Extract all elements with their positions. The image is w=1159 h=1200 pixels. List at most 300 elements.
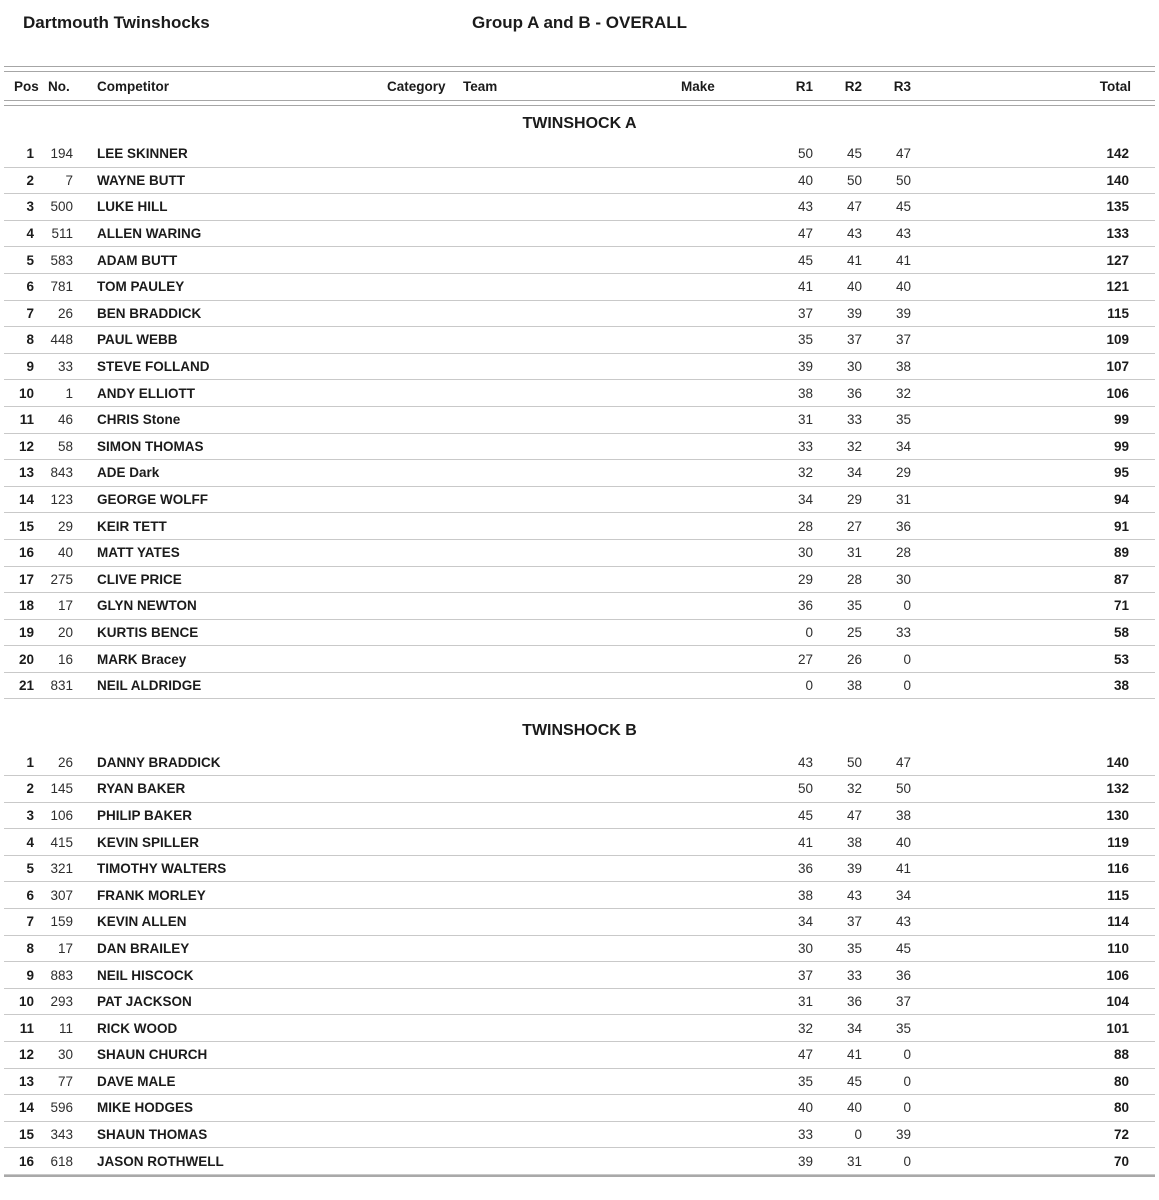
position-cell: 13 bbox=[18, 465, 34, 481]
position-cell: 12 bbox=[18, 438, 34, 454]
page-title: Group A and B - OVERALL bbox=[471, 13, 687, 32]
rider-number-cell: 77 bbox=[57, 1073, 73, 1089]
round1-score-cell: 47 bbox=[797, 226, 813, 242]
competitor-name-cell: NEIL HISCOCK bbox=[97, 967, 194, 983]
competitor-name-cell: PAT JACKSON bbox=[97, 994, 192, 1010]
column-header-no: No. bbox=[48, 78, 70, 94]
position-cell: 10 bbox=[18, 385, 34, 401]
round1-score-cell: 33 bbox=[797, 438, 813, 454]
round1-score-cell: 35 bbox=[797, 332, 813, 348]
position-cell: 10 bbox=[18, 994, 34, 1010]
round2-score-cell: 35 bbox=[846, 598, 862, 614]
total-score-cell: 38 bbox=[1113, 678, 1129, 694]
table-row bbox=[4, 856, 1155, 883]
table-row bbox=[4, 909, 1155, 936]
column-header-category: Category bbox=[387, 78, 446, 94]
round1-score-cell: 35 bbox=[797, 1073, 813, 1089]
rider-number-cell: 40 bbox=[57, 545, 73, 561]
position-cell: 14 bbox=[18, 492, 34, 508]
competitor-name-cell: LUKE HILL bbox=[97, 199, 168, 215]
rider-number-cell: 415 bbox=[50, 834, 73, 850]
total-score-cell: 80 bbox=[1113, 1073, 1129, 1089]
competitor-name-cell: PAUL WEBB bbox=[97, 332, 178, 348]
rider-number-cell: 831 bbox=[50, 678, 73, 694]
table-row bbox=[4, 434, 1155, 461]
position-cell: 1 bbox=[26, 754, 34, 770]
rider-number-cell: 159 bbox=[50, 914, 73, 930]
round3-score-cell: 28 bbox=[895, 545, 911, 561]
competitor-name-cell: KEVIN ALLEN bbox=[97, 914, 187, 930]
competitor-name-cell: ANDY ELLIOTT bbox=[97, 385, 196, 401]
position-cell: 3 bbox=[26, 199, 34, 215]
table-row bbox=[4, 1042, 1155, 1069]
total-score-cell: 130 bbox=[1106, 807, 1129, 823]
rider-number-cell: 275 bbox=[50, 571, 73, 587]
position-cell: 15 bbox=[18, 518, 34, 534]
competitor-name-cell: SHAUN CHURCH bbox=[97, 1047, 208, 1063]
table-row bbox=[4, 936, 1155, 963]
position-cell: 16 bbox=[18, 1153, 34, 1169]
round2-score-cell: 40 bbox=[846, 1100, 862, 1116]
rider-number-cell: 7 bbox=[65, 172, 73, 188]
table-row bbox=[4, 487, 1155, 514]
round1-score-cell: 0 bbox=[805, 678, 813, 694]
rider-number-cell: 511 bbox=[51, 226, 73, 242]
rider-number-cell: 343 bbox=[50, 1127, 73, 1143]
title-bar bbox=[4, 0, 1155, 66]
rider-number-cell: 58 bbox=[57, 438, 73, 454]
round3-score-cell: 39 bbox=[895, 305, 911, 321]
round1-score-cell: 39 bbox=[797, 359, 813, 375]
rider-number-cell: 46 bbox=[57, 412, 73, 428]
table-row bbox=[4, 513, 1155, 540]
total-score-cell: 91 bbox=[1113, 518, 1129, 534]
round3-score-cell: 34 bbox=[895, 438, 911, 454]
position-cell: 9 bbox=[26, 967, 34, 983]
round3-score-cell: 47 bbox=[895, 146, 911, 162]
round1-score-cell: 43 bbox=[797, 754, 813, 770]
total-score-cell: 95 bbox=[1113, 465, 1129, 481]
position-cell: 9 bbox=[26, 359, 34, 375]
table-row bbox=[4, 749, 1155, 776]
total-score-cell: 121 bbox=[1106, 279, 1129, 295]
table-row bbox=[4, 882, 1155, 909]
round2-score-cell: 32 bbox=[846, 438, 862, 454]
rider-number-cell: 1 bbox=[65, 385, 73, 401]
round3-score-cell: 41 bbox=[895, 861, 911, 877]
total-score-cell: 58 bbox=[1113, 624, 1129, 640]
competitor-name-cell: GLYN NEWTON bbox=[97, 598, 197, 614]
round2-score-cell: 28 bbox=[846, 571, 862, 587]
competitor-name-cell: KURTIS BENCE bbox=[97, 624, 199, 640]
competitor-name-cell: KEIR TETT bbox=[97, 518, 167, 534]
round1-score-cell: 37 bbox=[797, 305, 813, 321]
table-row bbox=[4, 460, 1155, 487]
round2-score-cell: 47 bbox=[846, 807, 862, 823]
round2-score-cell: 32 bbox=[846, 781, 862, 797]
total-score-cell: 116 bbox=[1107, 861, 1129, 877]
table-row bbox=[4, 776, 1155, 803]
position-cell: 5 bbox=[26, 252, 34, 268]
round3-score-cell: 0 bbox=[903, 1100, 911, 1116]
round3-score-cell: 36 bbox=[895, 967, 911, 983]
rider-number-cell: 194 bbox=[50, 146, 73, 162]
column-header-competitor: Competitor bbox=[97, 78, 169, 94]
column-header-total: Total bbox=[1099, 78, 1131, 94]
total-score-cell: 87 bbox=[1113, 571, 1129, 587]
round3-score-cell: 45 bbox=[895, 199, 911, 215]
rider-number-cell: 618 bbox=[50, 1153, 73, 1169]
round2-score-cell: 25 bbox=[846, 624, 862, 640]
table-row bbox=[4, 1148, 1155, 1175]
round2-score-cell: 43 bbox=[846, 887, 862, 903]
round3-score-cell: 40 bbox=[895, 834, 911, 850]
position-cell: 2 bbox=[26, 172, 34, 188]
position-cell: 18 bbox=[18, 598, 34, 614]
column-header-r3: R3 bbox=[893, 78, 911, 94]
round2-score-cell: 31 bbox=[846, 545, 862, 561]
round2-score-cell: 37 bbox=[846, 914, 862, 930]
total-score-cell: 140 bbox=[1106, 754, 1129, 770]
round3-score-cell: 0 bbox=[903, 1153, 911, 1169]
position-cell: 21 bbox=[18, 678, 34, 694]
round1-score-cell: 45 bbox=[797, 252, 813, 268]
competitor-name-cell: TIMOTHY WALTERS bbox=[97, 861, 227, 877]
position-cell: 6 bbox=[26, 887, 34, 903]
round1-score-cell: 36 bbox=[797, 861, 813, 877]
table-row bbox=[4, 567, 1155, 594]
round2-score-cell: 39 bbox=[846, 305, 862, 321]
column-header-r2: R2 bbox=[844, 78, 862, 94]
round2-score-cell: 34 bbox=[846, 465, 862, 481]
round3-score-cell: 50 bbox=[895, 781, 911, 797]
round1-score-cell: 32 bbox=[797, 1020, 813, 1036]
round2-score-cell: 40 bbox=[846, 279, 862, 295]
total-score-cell: 101 bbox=[1106, 1020, 1129, 1036]
section-title: TWINSHOCK A bbox=[522, 115, 637, 132]
round3-score-cell: 35 bbox=[895, 1020, 911, 1036]
competitor-name-cell: ADAM BUTT bbox=[97, 252, 178, 268]
round3-score-cell: 31 bbox=[895, 492, 911, 508]
table-row bbox=[4, 327, 1155, 354]
round2-score-cell: 35 bbox=[846, 940, 862, 956]
competitor-name-cell: RICK WOOD bbox=[97, 1020, 178, 1036]
round1-score-cell: 38 bbox=[797, 887, 813, 903]
table-row bbox=[4, 620, 1155, 647]
round3-score-cell: 29 bbox=[895, 465, 911, 481]
competitor-name-cell: WAYNE BUTT bbox=[97, 172, 186, 188]
table-row bbox=[4, 803, 1155, 830]
position-cell: 11 bbox=[19, 1020, 34, 1036]
total-score-cell: 135 bbox=[1106, 199, 1129, 215]
rider-number-cell: 321 bbox=[50, 861, 73, 877]
total-score-cell: 70 bbox=[1113, 1153, 1129, 1169]
round1-score-cell: 31 bbox=[797, 994, 813, 1010]
total-score-cell: 132 bbox=[1106, 781, 1129, 797]
round2-score-cell: 0 bbox=[854, 1127, 862, 1143]
results-body bbox=[4, 106, 1155, 1175]
total-score-cell: 80 bbox=[1113, 1100, 1129, 1116]
table-row bbox=[4, 354, 1155, 381]
round3-score-cell: 0 bbox=[903, 651, 911, 667]
table-row bbox=[4, 829, 1155, 856]
round1-score-cell: 40 bbox=[797, 172, 813, 188]
round2-score-cell: 29 bbox=[846, 492, 862, 508]
rider-number-cell: 448 bbox=[50, 332, 73, 348]
competitor-name-cell: MARK Bracey bbox=[97, 651, 187, 667]
round3-score-cell: 32 bbox=[895, 385, 911, 401]
table-row bbox=[4, 274, 1155, 301]
round2-score-cell: 47 bbox=[846, 199, 862, 215]
round1-score-cell: 34 bbox=[797, 492, 813, 508]
round3-score-cell: 0 bbox=[903, 678, 911, 694]
round2-score-cell: 38 bbox=[846, 678, 862, 694]
round2-score-cell: 36 bbox=[846, 994, 862, 1010]
round2-score-cell: 50 bbox=[846, 172, 862, 188]
table-row bbox=[4, 593, 1155, 620]
round2-score-cell: 30 bbox=[846, 359, 862, 375]
total-score-cell: 99 bbox=[1113, 438, 1129, 454]
position-cell: 20 bbox=[18, 651, 34, 667]
round1-score-cell: 37 bbox=[797, 967, 813, 983]
competitor-name-cell: DANNY BRADDICK bbox=[97, 754, 221, 770]
total-score-cell: 115 bbox=[1107, 887, 1129, 903]
round3-score-cell: 30 bbox=[895, 571, 911, 587]
total-score-cell: 107 bbox=[1106, 359, 1129, 375]
rider-number-cell: 20 bbox=[57, 624, 73, 640]
round3-score-cell: 43 bbox=[895, 914, 911, 930]
round1-score-cell: 32 bbox=[797, 465, 813, 481]
round1-score-cell: 0 bbox=[805, 624, 813, 640]
competitor-name-cell: DAVE MALE bbox=[97, 1073, 176, 1089]
total-score-cell: 106 bbox=[1106, 967, 1129, 983]
total-score-cell: 104 bbox=[1106, 994, 1129, 1010]
total-score-cell: 53 bbox=[1113, 651, 1129, 667]
competitor-name-cell: TOM PAULEY bbox=[97, 279, 185, 295]
rider-number-cell: 500 bbox=[50, 199, 73, 215]
rider-number-cell: 26 bbox=[57, 305, 73, 321]
column-header-pos: Pos bbox=[14, 78, 39, 94]
position-cell: 14 bbox=[18, 1100, 34, 1116]
rider-number-cell: 33 bbox=[57, 359, 73, 375]
round1-score-cell: 34 bbox=[797, 914, 813, 930]
total-score-cell: 114 bbox=[1107, 914, 1129, 930]
competitor-name-cell: LEE SKINNER bbox=[97, 146, 188, 162]
round3-score-cell: 45 bbox=[895, 940, 911, 956]
table-header-row bbox=[4, 72, 1155, 100]
position-cell: 4 bbox=[26, 834, 34, 850]
table-bottom-rule bbox=[4, 1175, 1155, 1177]
competitor-name-cell: JASON ROTHWELL bbox=[97, 1153, 224, 1169]
round3-score-cell: 0 bbox=[903, 598, 911, 614]
competitor-name-cell: MIKE HODGES bbox=[97, 1100, 194, 1116]
table-row bbox=[4, 380, 1155, 407]
round1-score-cell: 41 bbox=[797, 834, 813, 850]
competitor-name-cell: FRANK MORLEY bbox=[97, 887, 206, 903]
round1-score-cell: 43 bbox=[797, 199, 813, 215]
competitor-name-cell: RYAN BAKER bbox=[97, 781, 186, 797]
round1-score-cell: 39 bbox=[797, 1153, 813, 1169]
round1-score-cell: 45 bbox=[797, 807, 813, 823]
position-cell: 6 bbox=[26, 279, 34, 295]
competitor-name-cell: STEVE FOLLAND bbox=[97, 359, 210, 375]
position-cell: 8 bbox=[26, 940, 34, 956]
table-row bbox=[4, 646, 1155, 673]
table-row bbox=[4, 194, 1155, 221]
competitor-name-cell: ADE Dark bbox=[97, 465, 160, 481]
position-cell: 16 bbox=[18, 545, 34, 561]
round2-score-cell: 45 bbox=[846, 1073, 862, 1089]
total-score-cell: 127 bbox=[1106, 252, 1129, 268]
round3-score-cell: 40 bbox=[895, 279, 911, 295]
table-row bbox=[4, 1069, 1155, 1096]
total-score-cell: 88 bbox=[1113, 1047, 1129, 1063]
position-cell: 15 bbox=[18, 1127, 34, 1143]
competitor-name-cell: PHILIP BAKER bbox=[97, 807, 193, 823]
position-cell: 17 bbox=[18, 571, 34, 587]
table-row bbox=[4, 407, 1155, 434]
position-cell: 4 bbox=[26, 226, 34, 242]
round1-score-cell: 38 bbox=[797, 385, 813, 401]
position-cell: 13 bbox=[18, 1073, 34, 1089]
round2-score-cell: 33 bbox=[846, 967, 862, 983]
rider-number-cell: 843 bbox=[50, 465, 73, 481]
round1-score-cell: 29 bbox=[797, 571, 813, 587]
round1-score-cell: 33 bbox=[797, 1127, 813, 1143]
round1-score-cell: 40 bbox=[797, 1100, 813, 1116]
position-cell: 5 bbox=[26, 861, 34, 877]
round2-score-cell: 37 bbox=[846, 332, 862, 348]
round1-score-cell: 28 bbox=[797, 518, 813, 534]
round2-score-cell: 39 bbox=[846, 861, 862, 877]
total-score-cell: 71 bbox=[1113, 598, 1129, 614]
table-row bbox=[4, 1095, 1155, 1122]
round3-score-cell: 39 bbox=[895, 1127, 911, 1143]
total-score-cell: 119 bbox=[1107, 834, 1129, 850]
table-row bbox=[4, 673, 1155, 700]
round1-score-cell: 50 bbox=[797, 146, 813, 162]
round3-score-cell: 37 bbox=[895, 994, 911, 1010]
round3-score-cell: 37 bbox=[895, 332, 911, 348]
round1-score-cell: 36 bbox=[797, 598, 813, 614]
round2-score-cell: 27 bbox=[846, 518, 862, 534]
round2-score-cell: 50 bbox=[846, 754, 862, 770]
rider-number-cell: 16 bbox=[57, 651, 73, 667]
round2-score-cell: 33 bbox=[846, 412, 862, 428]
rider-number-cell: 781 bbox=[50, 279, 73, 295]
round2-score-cell: 38 bbox=[846, 834, 862, 850]
position-cell: 2 bbox=[26, 781, 34, 797]
round2-score-cell: 41 bbox=[846, 252, 862, 268]
rider-number-cell: 106 bbox=[50, 807, 73, 823]
total-score-cell: 115 bbox=[1107, 305, 1129, 321]
total-score-cell: 72 bbox=[1113, 1127, 1129, 1143]
round3-score-cell: 36 bbox=[895, 518, 911, 534]
round1-score-cell: 47 bbox=[797, 1047, 813, 1063]
competitor-name-cell: GEORGE WOLFF bbox=[97, 492, 208, 508]
round3-score-cell: 43 bbox=[895, 226, 911, 242]
total-score-cell: 89 bbox=[1113, 545, 1129, 561]
competitor-name-cell: MATT YATES bbox=[97, 545, 180, 561]
round1-score-cell: 30 bbox=[797, 940, 813, 956]
table-row bbox=[4, 1015, 1155, 1042]
total-score-cell: 106 bbox=[1106, 385, 1129, 401]
position-cell: 12 bbox=[18, 1047, 34, 1063]
round1-score-cell: 50 bbox=[797, 781, 813, 797]
rider-number-cell: 11 bbox=[58, 1020, 73, 1036]
total-score-cell: 94 bbox=[1113, 492, 1129, 508]
competitor-name-cell: BEN BRADDICK bbox=[97, 305, 202, 321]
round3-score-cell: 41 bbox=[895, 252, 911, 268]
round2-score-cell: 26 bbox=[846, 651, 862, 667]
total-score-cell: 140 bbox=[1106, 172, 1129, 188]
table-row bbox=[4, 247, 1155, 274]
position-cell: 19 bbox=[18, 624, 34, 640]
round3-score-cell: 50 bbox=[895, 172, 911, 188]
round2-score-cell: 41 bbox=[846, 1047, 862, 1063]
competitor-name-cell: KEVIN SPILLER bbox=[97, 834, 200, 850]
competitor-name-cell: DAN BRAILEY bbox=[97, 940, 190, 956]
round2-score-cell: 45 bbox=[846, 146, 862, 162]
competitor-name-cell: CLIVE PRICE bbox=[97, 571, 182, 587]
rider-number-cell: 29 bbox=[57, 518, 73, 534]
competitor-name-cell: CHRIS Stone bbox=[97, 412, 181, 428]
rider-number-cell: 17 bbox=[57, 598, 73, 614]
table-row bbox=[4, 962, 1155, 989]
position-cell: 11 bbox=[19, 412, 34, 428]
column-header-make: Make bbox=[681, 78, 715, 94]
rider-number-cell: 17 bbox=[57, 940, 73, 956]
rider-number-cell: 583 bbox=[50, 252, 73, 268]
round1-score-cell: 30 bbox=[797, 545, 813, 561]
rider-number-cell: 307 bbox=[50, 887, 73, 903]
round3-score-cell: 33 bbox=[895, 624, 911, 640]
round3-score-cell: 34 bbox=[895, 887, 911, 903]
table-row bbox=[4, 168, 1155, 195]
position-cell: 7 bbox=[26, 305, 34, 321]
round2-score-cell: 43 bbox=[846, 226, 862, 242]
total-score-cell: 99 bbox=[1113, 412, 1129, 428]
rider-number-cell: 293 bbox=[50, 994, 73, 1010]
total-score-cell: 110 bbox=[1107, 940, 1129, 956]
table-row bbox=[4, 301, 1155, 328]
round1-score-cell: 31 bbox=[797, 412, 813, 428]
rider-number-cell: 26 bbox=[57, 754, 73, 770]
rider-number-cell: 596 bbox=[50, 1100, 73, 1116]
column-header-r1: R1 bbox=[795, 78, 813, 94]
round2-score-cell: 34 bbox=[846, 1020, 862, 1036]
total-score-cell: 109 bbox=[1106, 332, 1129, 348]
rider-number-cell: 30 bbox=[57, 1047, 73, 1063]
round3-score-cell: 0 bbox=[903, 1047, 911, 1063]
round3-score-cell: 35 bbox=[895, 412, 911, 428]
position-cell: 1 bbox=[26, 146, 34, 162]
rider-number-cell: 883 bbox=[50, 967, 73, 983]
total-score-cell: 142 bbox=[1106, 146, 1129, 162]
competitor-name-cell: SHAUN THOMAS bbox=[97, 1127, 208, 1143]
section-title: TWINSHOCK B bbox=[522, 722, 637, 740]
round3-score-cell: 0 bbox=[903, 1073, 911, 1089]
table-row bbox=[4, 989, 1155, 1016]
round3-score-cell: 38 bbox=[895, 359, 911, 375]
competitor-name-cell: NEIL ALDRIDGE bbox=[97, 678, 202, 694]
rider-number-cell: 145 bbox=[50, 781, 73, 797]
round1-score-cell: 41 bbox=[797, 279, 813, 295]
round1-score-cell: 27 bbox=[797, 651, 813, 667]
position-cell: 3 bbox=[26, 807, 34, 823]
table-row bbox=[4, 141, 1155, 168]
round3-score-cell: 38 bbox=[895, 807, 911, 823]
